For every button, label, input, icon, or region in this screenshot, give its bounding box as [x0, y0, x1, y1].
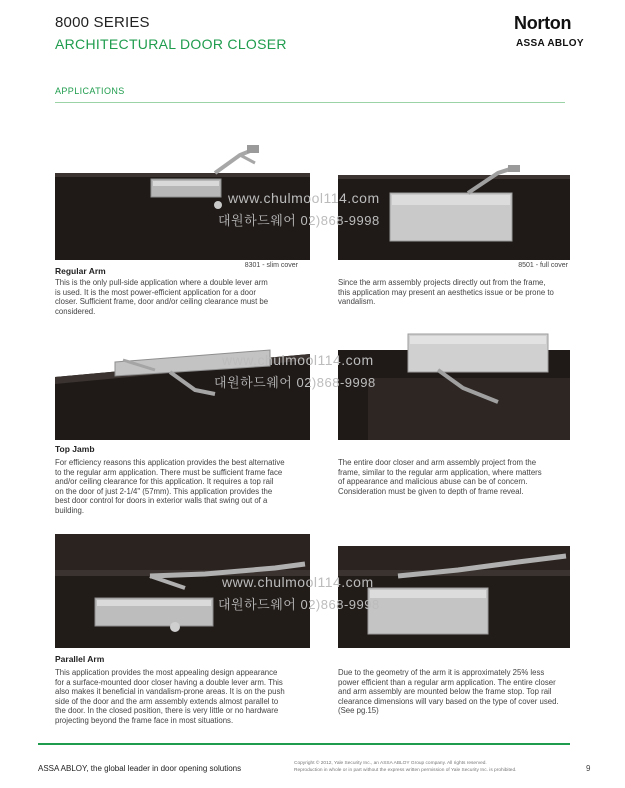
page-number: 9 — [586, 764, 591, 773]
text-parallel-arm-left: This application provides the most appealing design appearance for a surface-mounted door closer having a double lever arm. This also makes it beneficial in vandalism-prone areas. It is on the push side of the door and the arm assembly extends almost parallel to the door. In the closed position, there is very little or no hardware projecting beyond the frame face in most situations. — [55, 668, 285, 725]
text-parallel-arm-right: Due to the geometry of the arm it is approximately 25% less power efficient than a regular arm application. The entire closer and arm assembly are mounted below the frame stop. Top rail clearance dimensions will vary based on the type of cover used. (See pg.15) — [338, 668, 559, 716]
section-title: APPLICATIONS — [55, 86, 125, 96]
text-regular-arm-right: Since the arm assembly projects directly out from the frame, this application may present an aesthetics issue or be prone to vandalism. — [338, 278, 554, 307]
heading-top-jamb: Top Jamb — [55, 444, 95, 454]
heading-parallel-arm: Parallel Arm — [55, 654, 105, 664]
text-top-jamb-left: For efficiency reasons this application provides the best alternative to the regular arm application. There must be sufficient frame face and/or ceiling clearance for this application. It requires a top rail on the door of just 2-1/4" (57mm). This application provides the best door control for doors in exterior walls that swing out of a building. — [55, 458, 285, 515]
footer-divider — [38, 743, 570, 745]
watermark-korean-3: 대원하드웨어 02)868-9998 — [218, 597, 380, 612]
watermark-url-2: www.chulmool114.com — [222, 352, 374, 368]
series-title: 8000 SERIES — [55, 14, 150, 31]
brand-parent-logo: ASSA ABLOY — [516, 38, 584, 49]
header-divider — [55, 102, 565, 103]
photo-parallel-arm-left — [55, 534, 310, 648]
caption-full-cover: 8501 - full cover — [518, 262, 568, 269]
document-subtitle: ARCHITECTURAL DOOR CLOSER — [55, 36, 287, 52]
watermark-url-1: www.chulmool114.com — [228, 190, 380, 206]
watermark-url-3: www.chulmool114.com — [222, 574, 374, 590]
watermark-korean-2: 대원하드웨어 02)868-9998 — [214, 375, 376, 390]
brand-logo: Norton — [514, 13, 572, 33]
caption-slim-cover: 8301 - slim cover — [244, 262, 298, 269]
footer-copyright: Copyright © 2012, Yale Security Inc., an ASSA ABLOY Group company. All rights reserved. Reproduction in whole or in part without the express written permission of Yale Security Inc. is prohibited. — [294, 761, 517, 773]
heading-regular-arm: Regular Arm — [55, 266, 106, 276]
footer-tagline: ASSA ABLOY, the global leader in door opening solutions — [38, 764, 242, 773]
text-top-jamb-right: The entire door closer and arm assembly project from the frame, similar to the regular arm application, where matters of appearance and malicious abuse can be of concern. Consideration must be given to depth of frame reveal. — [338, 458, 542, 496]
watermark-korean-1: 대원하드웨어 02)868-9998 — [218, 213, 380, 228]
text-regular-arm-left: This is the only pull-side application where a double lever arm is used. It is the most power-efficient application for a door closer. Sufficient frame, door and/or ceiling clearance must be considered. — [55, 278, 269, 316]
